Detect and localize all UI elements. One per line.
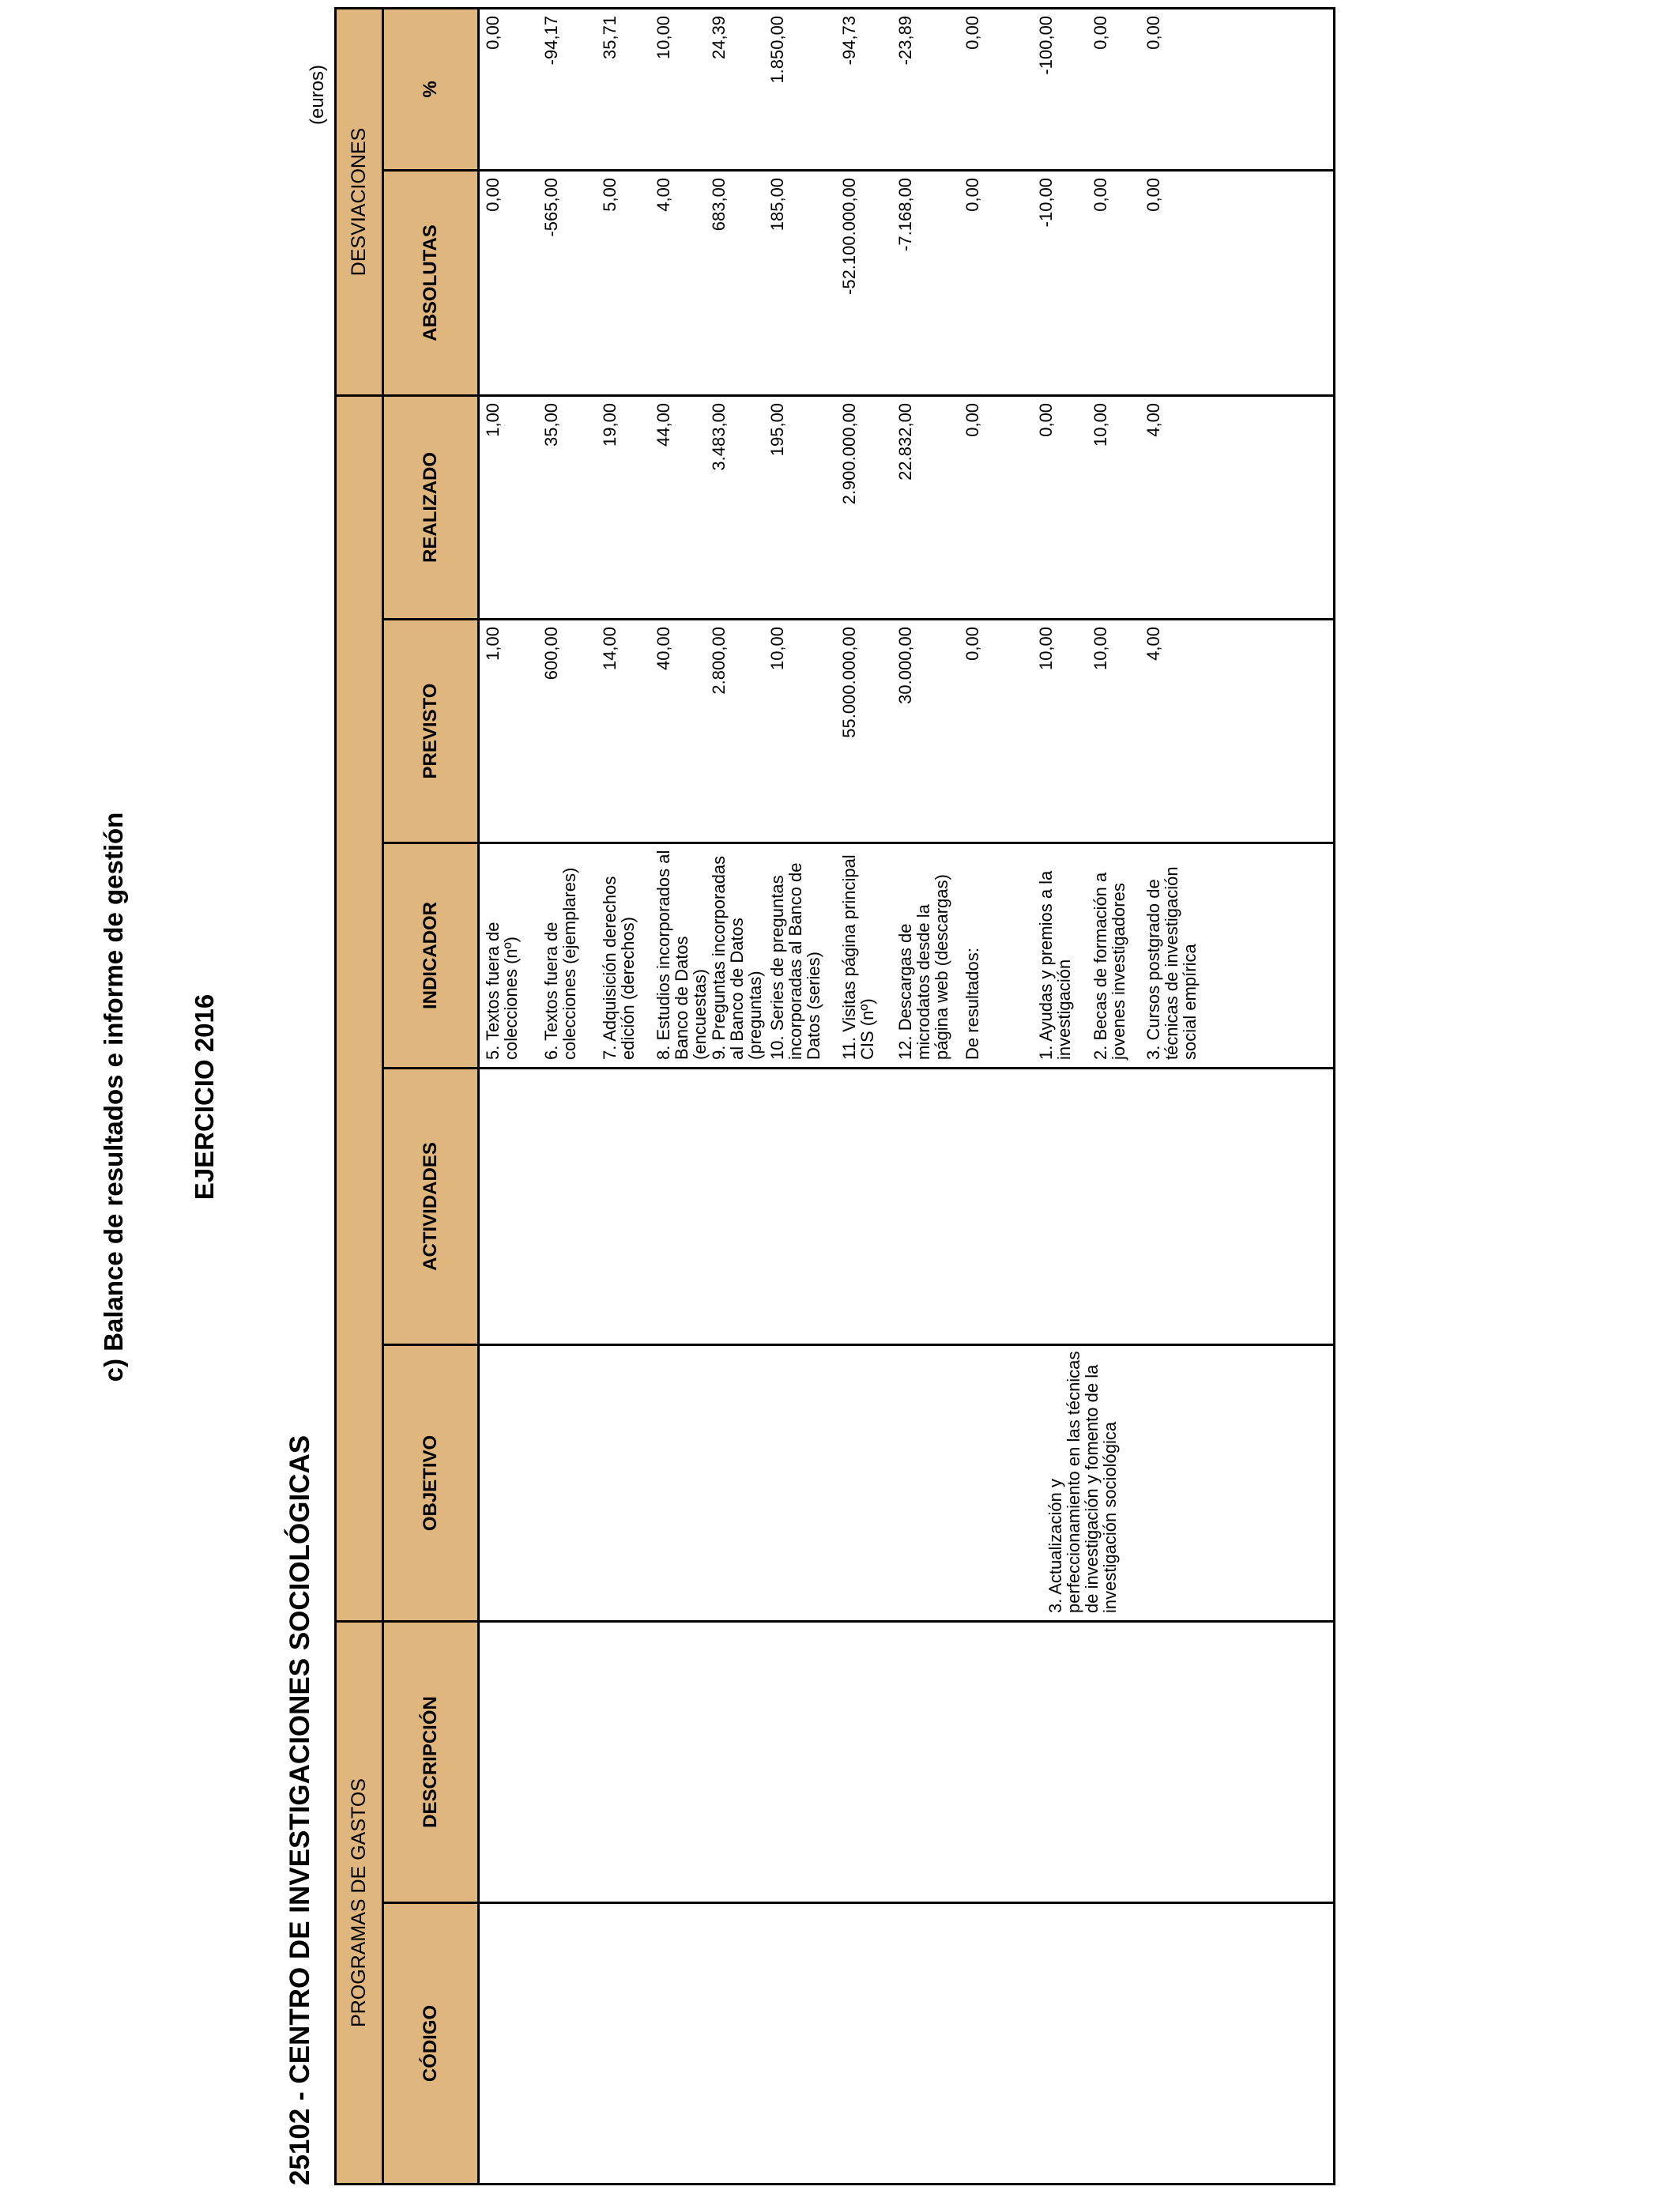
porcentaje-cell (479, 8, 1335, 170)
indicator-text: 10. Series de preguntas incorporadas al Banco de Datos (series) (767, 862, 823, 1060)
col-absolutas: ABSOLUTAS (383, 170, 479, 395)
absolutas-value: -10,00 (1036, 177, 1056, 228)
previsto-value: 40,00 (654, 626, 673, 671)
realizado-value: 3.483,00 (709, 402, 729, 471)
realizado-value: 19,00 (600, 402, 620, 447)
porcentaje-value: 35,71 (600, 15, 620, 60)
realizado-value: 0,00 (1036, 402, 1056, 437)
programas-group-header: PROGRAMAS DE GASTOS (336, 1621, 383, 2184)
absolutas-value: 185,00 (767, 177, 787, 232)
absolutas-value: -52.100.000,00 (839, 177, 859, 295)
realizado-value: 22.832,00 (895, 402, 915, 481)
previsto-value: 2.800,00 (709, 626, 729, 695)
porcentaje-value: -94,73 (839, 15, 859, 66)
indicator-text: 6. Textos fuera de colecciones (ejemplares) (541, 867, 579, 1060)
absolutas-value: 0,00 (483, 177, 503, 212)
realizado-cell (479, 395, 1335, 619)
absolutas-value: 0,00 (1143, 177, 1163, 212)
objetivo-cell (479, 1344, 1335, 1621)
porcentaje-value: 0,00 (483, 15, 503, 50)
indicator-text: De resultados: (962, 948, 982, 1060)
indicator-text: 7. Adquisición derechos edición (derechos) (600, 876, 638, 1060)
previsto-cell (479, 619, 1335, 843)
col-descripcion: DESCRIPCIÓN (383, 1621, 479, 1902)
col-porcentaje: % (383, 8, 479, 170)
indicator-text: 2. Becas de formación a jovenes investigadores (1090, 872, 1128, 1060)
realizado-value: 35,00 (541, 402, 561, 447)
porcentaje-value: 1.850,00 (767, 15, 787, 84)
descripcion-cell (479, 1621, 1335, 1902)
absolutas-cell (479, 170, 1335, 395)
previsto-value: 10,00 (1036, 626, 1056, 671)
year-title: EJERCICIO 2016 (190, 993, 219, 1201)
col-objetivo: OBJETIVO (383, 1344, 479, 1621)
porcentaje-value: 0,00 (962, 15, 982, 50)
absolutas-value: 4,00 (654, 177, 673, 212)
realizado-value: 4,00 (1143, 402, 1163, 437)
previsto-value: 1,00 (483, 626, 503, 661)
previsto-value: 10,00 (1090, 626, 1110, 671)
absolutas-value: 5,00 (600, 177, 620, 212)
entity-title: 25102 - CENTRO DE INVESTIGACIONES SOCIOLÓGICAS (284, 1434, 315, 2185)
header-spacer (336, 395, 383, 1621)
units-label: (euros) (307, 64, 328, 125)
col-indicador: INDICADOR (383, 843, 479, 1068)
absolutas-value: -565,00 (541, 177, 561, 237)
section-title: c) Balance de resultados e informe de gestión (99, 812, 128, 1382)
codigo-cell (479, 1903, 1335, 2185)
indicator-text: 11. Visitas página principal CIS (nº) (839, 854, 877, 1060)
objective-text: 3. Actualización y perfeccionamiento en las técnicas de investigación y fomento de la investigación sociológica (1045, 1351, 1120, 1613)
indicador-cell (479, 843, 1335, 1068)
previsto-value: 10,00 (767, 626, 787, 671)
realizado-value: 1,00 (483, 402, 503, 437)
porcentaje-value: -100,00 (1036, 15, 1056, 75)
indicator-text: 12. Descargas de microdatos desde la página web (descargas) (895, 874, 951, 1060)
absolutas-value: 0,00 (1090, 177, 1110, 212)
realizado-value: 0,00 (962, 402, 982, 437)
absolutas-value: 0,00 (962, 177, 982, 212)
porcentaje-value: 10,00 (654, 15, 673, 60)
porcentaje-value: 0,00 (1143, 15, 1163, 50)
absolutas-value: 683,00 (709, 177, 729, 232)
col-codigo: CÓDIGO (383, 1903, 479, 2185)
indicator-text: 8. Estudios incorporados al Banco de Datos (encuestas) (654, 850, 710, 1060)
previsto-value: 14,00 (600, 626, 620, 671)
porcentaje-value: -94,17 (541, 15, 561, 66)
indicator-text: 1. Ayudas y premios a la investigación (1036, 870, 1074, 1060)
indicator-text: 9. Preguntas incorporadas al Banco de Datos (preguntas) (709, 855, 765, 1060)
actividades-cell (479, 1068, 1335, 1344)
porcentaje-value: -23,89 (895, 15, 915, 66)
realizado-value: 10,00 (1090, 402, 1110, 447)
desviaciones-group-header: DESVIACIONES (336, 8, 383, 395)
porcentaje-value: 0,00 (1090, 15, 1110, 50)
results-table (334, 7, 1335, 2185)
previsto-value: 55.000.000,00 (839, 626, 859, 738)
col-realizado: REALIZADO (383, 395, 479, 619)
realizado-value: 44,00 (654, 402, 673, 447)
realizado-value: 2.900.000,00 (839, 402, 859, 505)
previsto-value: 0,00 (962, 626, 982, 661)
previsto-value: 30.000,00 (895, 626, 915, 704)
indicator-text: 3. Cursos postgrado de técnicas de investigación social empírica (1143, 866, 1200, 1060)
previsto-value: 4,00 (1143, 626, 1163, 661)
absolutas-value: -7.168,00 (895, 177, 915, 251)
realizado-value: 195,00 (767, 402, 787, 457)
porcentaje-value: 24,39 (709, 15, 729, 60)
col-actividades: ACTIVIDADES (383, 1068, 479, 1344)
indicator-text: 5. Textos fuera de colecciones (nº) (483, 922, 521, 1060)
previsto-value: 600,00 (541, 626, 561, 680)
col-previsto: PREVISTO (383, 619, 479, 843)
